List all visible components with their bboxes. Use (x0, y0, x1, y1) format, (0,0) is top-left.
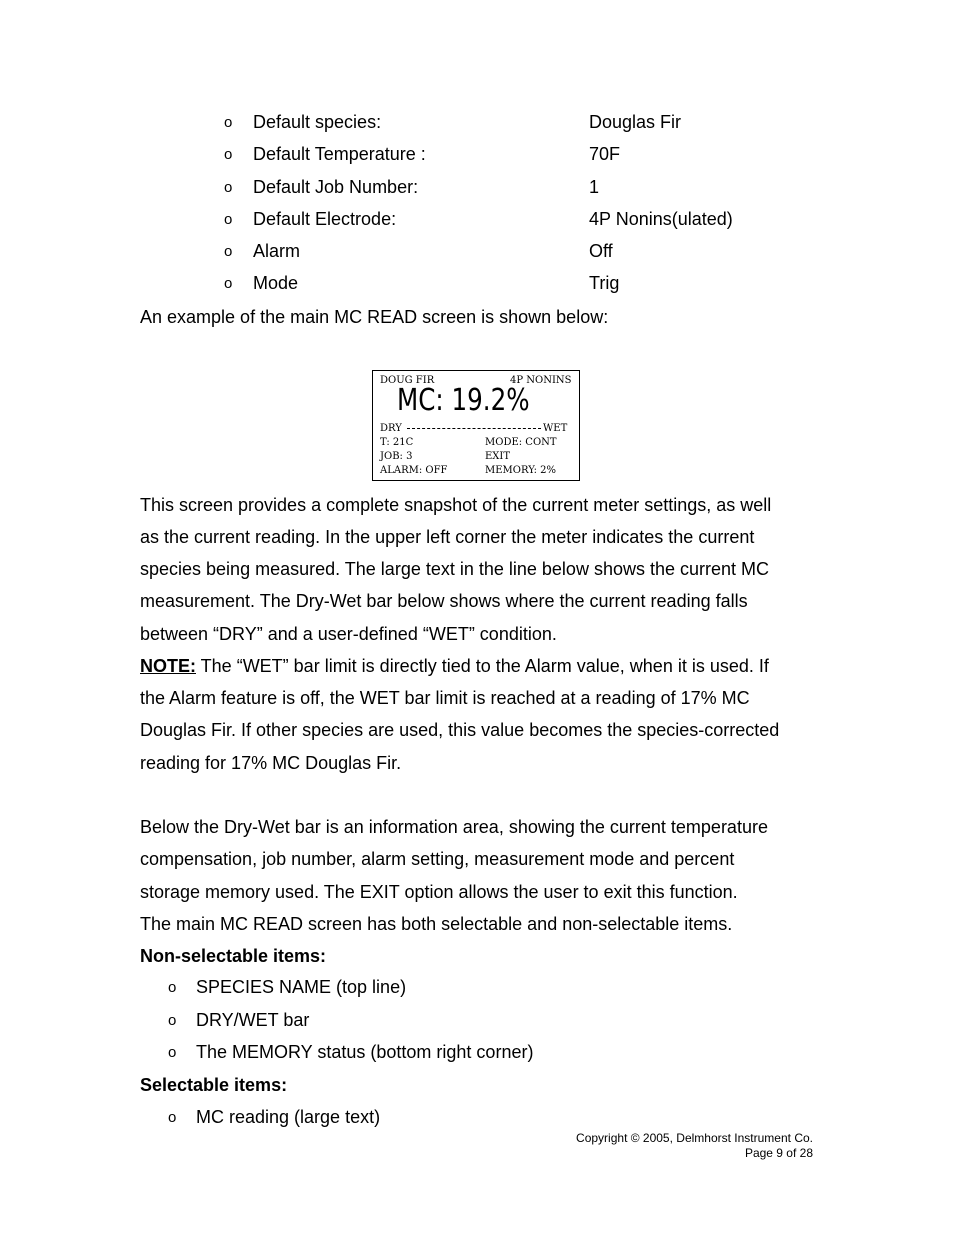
list-item-label: MC reading (large text) (196, 1107, 381, 1127)
note-label: NOTE: (140, 656, 196, 676)
bullet-icon: o (224, 243, 233, 260)
paragraph-line: measurement. The Dry-Wet bar below shows where the current reading falls (140, 591, 748, 611)
lcd-exit: EXIT (485, 451, 511, 462)
list-item-label: DRY/WET bar (196, 1010, 310, 1030)
lcd-mode: MODE: CONT (485, 437, 557, 448)
bullet-icon: o (168, 1044, 177, 1061)
list-item (0, 1010, 954, 1032)
setting-label: Default Electrode: (253, 209, 397, 229)
note-line: Douglas Fir. If other species are used, this value becomes the species-corrected (140, 720, 780, 740)
note-text: The “WET” bar limit is directly tied to the Alarm value, when it is used. If (196, 656, 769, 676)
bullet-icon: o (224, 211, 233, 228)
settings-item (0, 144, 954, 166)
lcd-electrode: 4P NONINS (510, 375, 572, 386)
paragraph-line: Below the Dry-Wet bar is an information area, showing the current temperature (140, 817, 768, 837)
setting-value: 4P Nonins(ulated) (589, 209, 733, 229)
paragraph-line: species being measured. The large text in the line below shows the current MC (140, 559, 769, 579)
note-line: the Alarm feature is off, the WET bar limit is reached at a reading of 17% MC (140, 688, 750, 708)
setting-label: Mode (253, 273, 299, 293)
bullet-icon: o (168, 979, 177, 996)
setting-value: 1 (589, 177, 600, 197)
list-item-label: SPECIES NAME (top line) (196, 977, 407, 997)
setting-value: Douglas Fir (589, 112, 682, 132)
bullet-icon: o (224, 275, 233, 292)
setting-value: Trig (589, 273, 620, 293)
example-intro: An example of the main MC READ screen is shown below: (140, 307, 609, 327)
selectable-heading: Selectable items: (140, 1075, 288, 1095)
setting-label: Default species: (253, 112, 382, 132)
note-line (140, 655, 769, 677)
paragraph-line: This screen provides a complete snapshot of the current meter settings, as well (140, 495, 772, 515)
lcd-mc-reading: MC: 19.2% (397, 383, 530, 418)
setting-label: Default Job Number: (253, 177, 419, 197)
settings-item (0, 112, 954, 134)
bullet-icon: o (224, 179, 233, 196)
list-item (0, 1107, 954, 1129)
mc-read-screen-figure (372, 370, 580, 481)
paragraph-line: between “DRY” and a user-defined “WET” condition. (140, 624, 557, 644)
lcd-species: DOUG FIR (380, 375, 435, 386)
paragraph-line: as the current reading. In the upper left corner the meter indicates the current (140, 527, 755, 547)
footer-page-number: Page 9 of 28 (744, 1146, 813, 1160)
lcd-dry-wet-bar (407, 428, 541, 429)
lcd-job: JOB: 3 (380, 451, 413, 462)
lcd-memory: MEMORY: 2% (485, 465, 556, 476)
bullet-icon: o (168, 1012, 177, 1029)
note-line: reading for 17% MC Douglas Fir. (140, 753, 402, 773)
lcd-temperature: T: 21C (380, 437, 414, 448)
setting-label: Default Temperature : (253, 144, 426, 164)
non-selectable-heading: Non-selectable items: (140, 946, 327, 966)
bullet-icon: o (224, 114, 233, 131)
settings-item (0, 209, 954, 231)
settings-item (0, 241, 954, 263)
setting-value: Off (589, 241, 613, 261)
paragraph-line: compensation, job number, alarm setting, measurement mode and percent (140, 849, 735, 869)
settings-item (0, 177, 954, 199)
paragraph-line: The main MC READ screen has both selectable and non-selectable items. (140, 914, 733, 934)
settings-item (0, 273, 954, 295)
lcd-alarm: ALARM: OFF (380, 465, 448, 476)
footer-copyright: Copyright © 2005, Delmhorst Instrument Co. (576, 1131, 813, 1145)
bullet-icon: o (168, 1109, 177, 1126)
lcd-wet-label: WET (543, 423, 568, 434)
bullet-icon: o (224, 146, 233, 163)
list-item-label: The MEMORY status (bottom right corner) (196, 1042, 534, 1062)
setting-label: Alarm (253, 241, 301, 261)
list-item (0, 1042, 954, 1064)
lcd-dry-label: DRY (380, 423, 402, 434)
setting-value: 70F (589, 144, 621, 164)
paragraph-line: storage memory used. The EXIT option allows the user to exit this function. (140, 882, 738, 902)
list-item (0, 977, 954, 999)
